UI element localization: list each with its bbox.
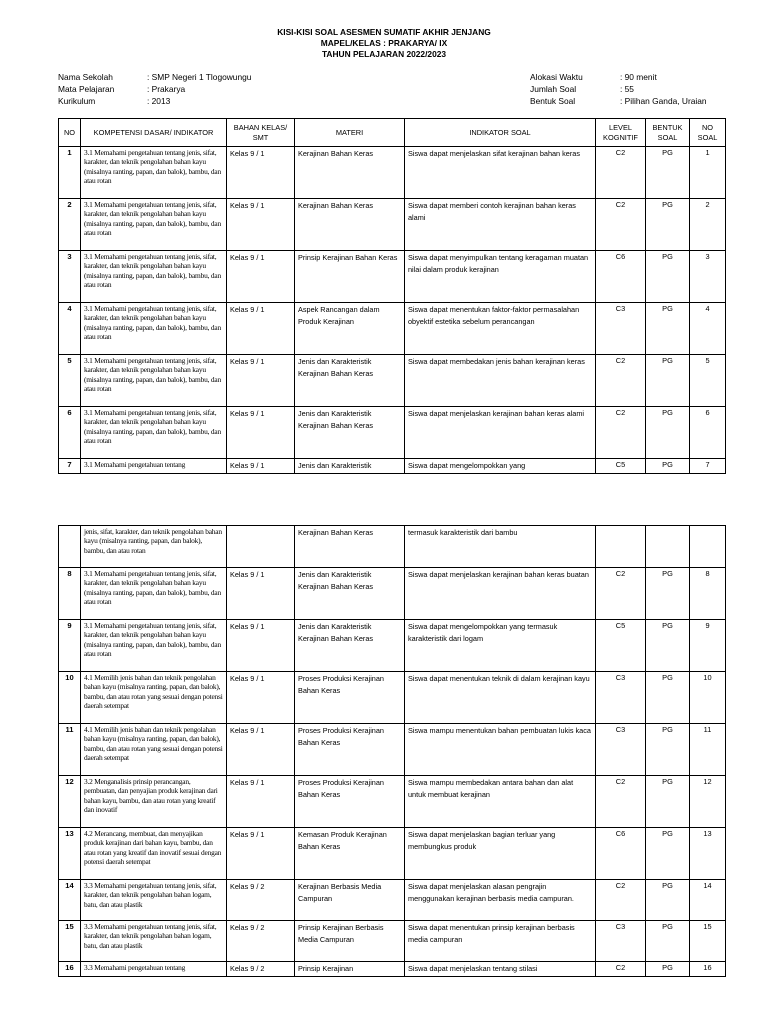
- indikator-soal-cell: termasuk karakteristik dari bambu: [405, 526, 596, 568]
- indikator-soal-cell: Siswa dapat mengelompokkan yang: [405, 459, 596, 474]
- kelas-smt-cell: Kelas 9 / 1: [227, 407, 295, 459]
- kelas-smt-cell: Kelas 9 / 2: [227, 880, 295, 921]
- kompetensi-dasar-cell: 3.3 Memahami pengetahuan tentang jenis, sifat, karakter, dan teknik pengolahan bahan logam, batu, dan atau plastik: [81, 921, 227, 962]
- level-kognitif-cell: C2: [596, 355, 646, 407]
- kelas-smt-cell: Kelas 9 / 2: [227, 921, 295, 962]
- row-number-cell: 1: [59, 147, 81, 199]
- table-row: [59, 251, 726, 303]
- kisi-table-page-1: [58, 118, 726, 474]
- row-number-cell: 10: [59, 672, 81, 724]
- indikator-soal-cell: Siswa dapat menentukan prinsip kerajinan berbasis media campuran: [405, 921, 596, 962]
- kompetensi-dasar-cell: 3.1 Memahami pengetahuan tentang jenis, sifat, karakter, dan teknik pengolahan bahan kayu (misalnya ranting, papan, dan balok), bambu, dan atau rotan: [81, 355, 227, 407]
- bentuk-soal-cell: PG: [646, 880, 690, 921]
- nomor-soal-cell: 9: [690, 620, 726, 672]
- col-header-indikator: INDIKATOR SOAL: [405, 119, 596, 147]
- materi-cell: Kemasan Produk Kerajinan Bahan Keras: [295, 828, 405, 880]
- table-row: [59, 355, 726, 407]
- table-row: [59, 568, 726, 620]
- document-page-2: [0, 482, 768, 1024]
- table-row: [59, 962, 726, 977]
- meta-value: : SMP Negeri 1 Tlogowungu: [147, 72, 252, 82]
- row-number-cell: 7: [59, 459, 81, 474]
- materi-cell: Jenis dan Karakteristik Kerajinan Bahan Keras: [295, 568, 405, 620]
- col-header-materi: MATERI: [295, 119, 405, 147]
- materi-cell: Proses Produksi Kerajinan Bahan Keras: [295, 776, 405, 828]
- kelas-smt-cell: Kelas 9 / 1: [227, 568, 295, 620]
- level-kognitif-cell: C3: [596, 724, 646, 776]
- table-row: [59, 880, 726, 921]
- nomor-soal-cell: 16: [690, 962, 726, 977]
- col-header-kelas: BAHAN KELAS/ SMT: [227, 119, 295, 147]
- nomor-soal-cell: 5: [690, 355, 726, 407]
- nomor-soal-cell: 15: [690, 921, 726, 962]
- bentuk-soal-cell: PG: [646, 459, 690, 474]
- indikator-soal-cell: Siswa dapat menjelaskan alasan pengrajin menggunakan kerajinan berbasis media campuran.: [405, 880, 596, 921]
- table-row: [59, 620, 726, 672]
- table-row: [59, 724, 726, 776]
- nomor-soal-cell: 13: [690, 828, 726, 880]
- kisi-table-page-2: [58, 525, 726, 977]
- row-number-cell: [59, 526, 81, 568]
- nomor-soal-cell: 3: [690, 251, 726, 303]
- bentuk-soal-cell: PG: [646, 828, 690, 880]
- level-kognitif-cell: C6: [596, 828, 646, 880]
- kompetensi-dasar-cell: 3.1 Memahami pengetahuan tentang jenis, sifat, karakter, dan teknik pengolahan bahan kayu (misalnya ranting, papan, dan balok), bambu, dan atau rotan: [81, 568, 227, 620]
- bentuk-soal-cell: PG: [646, 724, 690, 776]
- table-row: [59, 303, 726, 355]
- nomor-soal-cell: 6: [690, 407, 726, 459]
- col-header-kd: KOMPETENSI DASAR/ INDIKATOR: [81, 119, 227, 147]
- bentuk-soal-cell: PG: [646, 199, 690, 251]
- bentuk-soal-cell: PG: [646, 147, 690, 199]
- meta-value: : 55: [620, 84, 634, 94]
- nomor-soal-cell: 1: [690, 147, 726, 199]
- materi-cell: Jenis dan Karakteristik Kerajinan Bahan Keras: [295, 407, 405, 459]
- indikator-soal-cell: Siswa dapat memberi contoh kerajinan bahan keras alami: [405, 199, 596, 251]
- meta-value: : 2013: [147, 96, 171, 106]
- indikator-soal-cell: Siswa mampu membedakan antara bahan dan alat untuk membuat kerajinan: [405, 776, 596, 828]
- kompetensi-dasar-cell: 3.1 Memahami pengetahuan tentang jenis, sifat, karakter, dan teknik pengolahan bahan kayu (misalnya ranting, papan, dan balok), bambu, dan atau rotan: [81, 407, 227, 459]
- table-row: [59, 407, 726, 459]
- nomor-soal-cell: 12: [690, 776, 726, 828]
- bentuk-soal-cell: PG: [646, 303, 690, 355]
- bentuk-soal-cell: PG: [646, 251, 690, 303]
- kompetensi-dasar-cell: 3.2 Menganalisis prinsip perancangan, pembuatan, dan penyajian produk kerajinan dari bahan kayu, bambu, dan atau rotan yang kreatif dan inovatif: [81, 776, 227, 828]
- kompetensi-dasar-cell: 3.1 Memahami pengetahuan tentang: [81, 459, 227, 474]
- kelas-smt-cell: Kelas 9 / 1: [227, 620, 295, 672]
- materi-cell: Prinsip Kerajinan: [295, 962, 405, 977]
- materi-cell: Prinsip Kerajinan Bahan Keras: [295, 251, 405, 303]
- row-number-cell: 14: [59, 880, 81, 921]
- row-number-cell: 13: [59, 828, 81, 880]
- doc-subtitle-tahun: TAHUN PELAJARAN 2022/2023: [321, 49, 447, 59]
- materi-cell: Kerajinan Berbasis Media Campuran: [295, 880, 405, 921]
- kompetensi-dasar-cell: 3.1 Memahami pengetahuan tentang jenis, sifat, karakter, dan teknik pengolahan bahan kayu (misalnya ranting, papan, dan balok), bambu, dan atau rotan: [81, 620, 227, 672]
- row-number-cell: 4: [59, 303, 81, 355]
- level-kognitif-cell: C5: [596, 459, 646, 474]
- meta-value: : Pilihan Ganda, Uraian: [620, 96, 707, 106]
- indikator-soal-cell: Siswa dapat mengelompokkan yang termasuk karakteristik dari logam: [405, 620, 596, 672]
- kelas-smt-cell: Kelas 9 / 1: [227, 724, 295, 776]
- table-row: [59, 776, 726, 828]
- level-kognitif-cell: C5: [596, 620, 646, 672]
- kelas-smt-cell: [227, 526, 295, 568]
- nomor-soal-cell: 14: [690, 880, 726, 921]
- meta-label: Kurikulum: [58, 96, 96, 106]
- bentuk-soal-cell: PG: [646, 962, 690, 977]
- indikator-soal-cell: Siswa dapat menjelaskan kerajinan bahan keras alami: [405, 407, 596, 459]
- level-kognitif-cell: C2: [596, 568, 646, 620]
- table-row: [59, 921, 726, 962]
- col-header-level: LEVEL KOGNITIF: [596, 119, 646, 147]
- bentuk-soal-cell: PG: [646, 355, 690, 407]
- nomor-soal-cell: 8: [690, 568, 726, 620]
- kelas-smt-cell: Kelas 9 / 1: [227, 355, 295, 407]
- materi-cell: Prinsip Kerajinan Berbasis Media Campuran: [295, 921, 405, 962]
- kelas-smt-cell: Kelas 9 / 1: [227, 147, 295, 199]
- doc-subtitle-mapel: MAPEL/KELAS : PRAKARYA/ IX: [320, 38, 448, 48]
- kompetensi-dasar-cell: 4.2 Merancang, membuat, dan menyajikan produk kerajinan dari bahan kayu, bambu, dan atau rotan yang kreatif dan inovatif sesuai dengan potensi daerah setempat: [81, 828, 227, 880]
- indikator-soal-cell: Siswa dapat menentukan teknik di dalam kerajinan kayu: [405, 672, 596, 724]
- meta-label: Mata Pelajaran: [58, 84, 115, 94]
- materi-cell: Aspek Rancangan dalam Produk Kerajinan: [295, 303, 405, 355]
- bentuk-soal-cell: [646, 526, 690, 568]
- row-number-cell: 15: [59, 921, 81, 962]
- indikator-soal-cell: Siswa dapat menjelaskan bagian terluar yang membungkus produk: [405, 828, 596, 880]
- col-header-no: NO: [59, 119, 81, 147]
- level-kognitif-cell: [596, 526, 646, 568]
- table-row: [59, 828, 726, 880]
- table-header-row: [59, 119, 726, 147]
- materi-cell: Proses Produksi Kerajinan Bahan Keras: [295, 724, 405, 776]
- materi-cell: Jenis dan Karakteristik: [295, 459, 405, 474]
- kompetensi-dasar-cell: jenis, sifat, karakter, dan teknik pengolahan bahan kayu (misalnya ranting, papan, dan balok), bambu, dan atau rotan: [81, 526, 227, 568]
- row-number-cell: 12: [59, 776, 81, 828]
- kelas-smt-cell: Kelas 9 / 1: [227, 303, 295, 355]
- level-kognitif-cell: C3: [596, 672, 646, 724]
- col-header-bentuk: BENTUK SOAL: [646, 119, 690, 147]
- kelas-smt-cell: Kelas 9 / 2: [227, 962, 295, 977]
- meta-label: Alokasi Waktu: [530, 72, 583, 82]
- indikator-soal-cell: Siswa mampu menentukan bahan pembuatan lukis kaca: [405, 724, 596, 776]
- indikator-soal-cell: Siswa dapat menjelaskan sifat kerajinan bahan keras: [405, 147, 596, 199]
- row-number-cell: 8: [59, 568, 81, 620]
- materi-cell: Proses Produksi Kerajinan Bahan Keras: [295, 672, 405, 724]
- level-kognitif-cell: C2: [596, 776, 646, 828]
- meta-value: : 90 menit: [620, 72, 657, 82]
- table-row: [59, 526, 726, 568]
- indikator-soal-cell: Siswa dapat membedakan jenis bahan kerajinan keras: [405, 355, 596, 407]
- table-row: [59, 199, 726, 251]
- doc-title: KISI-KISI SOAL ASESMEN SUMATIF AKHIR JENJANG: [277, 27, 491, 37]
- nomor-soal-cell: 7: [690, 459, 726, 474]
- row-number-cell: 5: [59, 355, 81, 407]
- kompetensi-dasar-cell: 3.1 Memahami pengetahuan tentang jenis, sifat, karakter, dan teknik pengolahan bahan kayu (misalnya ranting, papan, dan balok), bambu, dan atau rotan: [81, 303, 227, 355]
- bentuk-soal-cell: PG: [646, 921, 690, 962]
- level-kognitif-cell: C2: [596, 880, 646, 921]
- meta-label: Jumlah Soal: [530, 84, 577, 94]
- bentuk-soal-cell: PG: [646, 776, 690, 828]
- kelas-smt-cell: Kelas 9 / 1: [227, 776, 295, 828]
- row-number-cell: 16: [59, 962, 81, 977]
- level-kognitif-cell: C2: [596, 147, 646, 199]
- kompetensi-dasar-cell: 3.1 Memahami pengetahuan tentang jenis, sifat, karakter, dan teknik pengolahan bahan kayu (misalnya ranting, papan, dan balok), bambu, dan atau rotan: [81, 147, 227, 199]
- kompetensi-dasar-cell: 3.3 Memahami pengetahuan tentang: [81, 962, 227, 977]
- kompetensi-dasar-cell: 3.1 Memahami pengetahuan tentang jenis, sifat, karakter, dan teknik pengolahan bahan kayu (misalnya ranting, papan, dan balok), bambu, dan atau rotan: [81, 251, 227, 303]
- kelas-smt-cell: Kelas 9 / 1: [227, 199, 295, 251]
- table-row: [59, 459, 726, 474]
- bentuk-soal-cell: PG: [646, 407, 690, 459]
- nomor-soal-cell: 11: [690, 724, 726, 776]
- bentuk-soal-cell: PG: [646, 620, 690, 672]
- kompetensi-dasar-cell: 4.1 Memilih jenis bahan dan teknik pengolahan bahan kayu (misalnya ranting, papan, dan balok), bambu, dan atau rotan yang sesuai dengan potensi daerah setempat: [81, 724, 227, 776]
- meta-value: : Prakarya: [147, 84, 186, 94]
- kelas-smt-cell: Kelas 9 / 1: [227, 251, 295, 303]
- table-row: [59, 672, 726, 724]
- row-number-cell: 6: [59, 407, 81, 459]
- nomor-soal-cell: 2: [690, 199, 726, 251]
- kelas-smt-cell: Kelas 9 / 1: [227, 459, 295, 474]
- level-kognitif-cell: C3: [596, 303, 646, 355]
- row-number-cell: 2: [59, 199, 81, 251]
- indikator-soal-cell: Siswa dapat menjelaskan kerajinan bahan keras buatan: [405, 568, 596, 620]
- meta-label: Bentuk Soal: [530, 96, 576, 106]
- materi-cell: Jenis dan Karakteristik Kerajinan Bahan Keras: [295, 620, 405, 672]
- nomor-soal-cell: 10: [690, 672, 726, 724]
- table-row: [59, 147, 726, 199]
- materi-cell: Jenis dan Karakteristik Kerajinan Bahan Keras: [295, 355, 405, 407]
- materi-cell: Kerajinan Bahan Keras: [295, 199, 405, 251]
- level-kognitif-cell: C2: [596, 199, 646, 251]
- kompetensi-dasar-cell: 3.1 Memahami pengetahuan tentang jenis, sifat, karakter, dan teknik pengolahan bahan kayu (misalnya ranting, papan, dan balok), bambu, dan atau rotan: [81, 199, 227, 251]
- kelas-smt-cell: Kelas 9 / 1: [227, 672, 295, 724]
- level-kognitif-cell: C2: [596, 407, 646, 459]
- bentuk-soal-cell: PG: [646, 672, 690, 724]
- document-page-1: [0, 0, 768, 482]
- meta-label: Nama Sekolah: [58, 72, 113, 82]
- row-number-cell: 11: [59, 724, 81, 776]
- nomor-soal-cell: [690, 526, 726, 568]
- row-number-cell: 3: [59, 251, 81, 303]
- kelas-smt-cell: Kelas 9 / 1: [227, 828, 295, 880]
- kompetensi-dasar-cell: 3.3 Memahami pengetahuan tentang jenis, sifat, karakter, dan teknik pengolahan bahan logam, batu, dan atau plastik: [81, 880, 227, 921]
- kompetensi-dasar-cell: 4.1 Memilih jenis bahan dan teknik pengolahan bahan kayu (misalnya ranting, papan, dan balok), bambu, dan atau rotan yang sesuai dengan potensi daerah setempat: [81, 672, 227, 724]
- materi-cell: Kerajinan Bahan Keras: [295, 147, 405, 199]
- nomor-soal-cell: 4: [690, 303, 726, 355]
- indikator-soal-cell: Siswa dapat menyimpulkan tentang keragaman muatan nilai dalam produk kerajinan: [405, 251, 596, 303]
- level-kognitif-cell: C2: [596, 962, 646, 977]
- level-kognitif-cell: C3: [596, 921, 646, 962]
- bentuk-soal-cell: PG: [646, 568, 690, 620]
- row-number-cell: 9: [59, 620, 81, 672]
- materi-cell: Kerajinan Bahan Keras: [295, 526, 405, 568]
- level-kognitif-cell: C6: [596, 251, 646, 303]
- indikator-soal-cell: Siswa dapat menentukan faktor-faktor permasalahan obyektif estetika sebelum perancangan: [405, 303, 596, 355]
- indikator-soal-cell: Siswa dapat menjelaskan tentang stilasi: [405, 962, 596, 977]
- col-header-nosoal: NO SOAL: [690, 119, 726, 147]
